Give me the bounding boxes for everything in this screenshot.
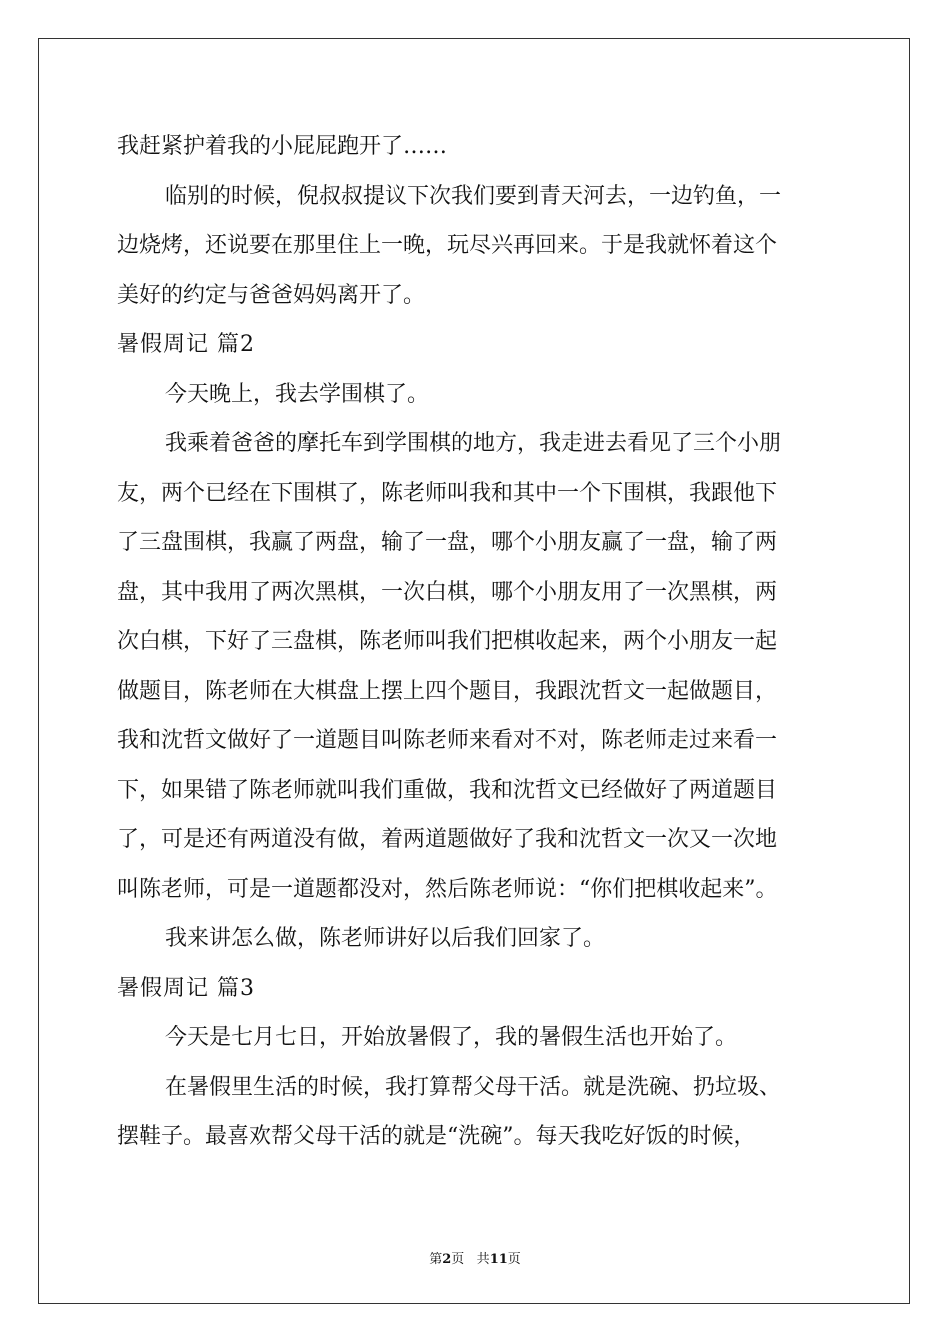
text-line: 友，两个已经在下围棋了，陈老师叫我和其中一个下围棋，我跟他下 (117, 480, 778, 506)
text-line: 做题目，陈老师在大棋盘上摆上四个题目，我跟沈哲文一起做题目， (117, 678, 778, 704)
text-line: 美好的约定与爸爸妈妈离开了。 (117, 282, 426, 308)
text-line: 了，可是还有两道没有做，着两道题做好了我和沈哲文一次又一次地 (117, 827, 778, 852)
page-footer (0, 1248, 950, 1267)
text-line: 我来讲怎么做，陈老师讲好以后我们回家了。 (165, 926, 606, 951)
text-line: 临别的时候，倪叔叔提议下次我们要到青天河去，一边钓鱼，一 (165, 183, 782, 209)
page-number: 2 (442, 1252, 452, 1267)
text-line: 盘，其中我用了两次黑棋，一次白棋，哪个小朋友用了一次黑棋，两 (117, 579, 778, 605)
section-heading: 暑假周记 篇2 (117, 332, 255, 357)
text-line: 我和沈哲文做好了一道题目叫陈老师来看对不对，陈老师走过来看一 (117, 728, 778, 753)
section-heading: 暑假周记 篇3 (117, 975, 255, 1001)
text-line: 次白棋，下好了三盘棋，陈老师叫我们把棋收起来，两个小朋友一起 (117, 629, 778, 654)
total-suffix: 页 (507, 1252, 521, 1267)
page-prefix: 第 (429, 1252, 443, 1267)
text-line: 边烧烤，还说要在那里住上一晚，玩尽兴再回来。于是我就怀着这个 (117, 233, 778, 258)
text-line: 摆鞋子。最喜欢帮父母干活的就是“洗碗”。每天我吃好饭的时候， (117, 1124, 756, 1149)
text-line: 叫陈老师，可是一道题都没对，然后陈老师说：“你们把棋收起来”。 (117, 876, 778, 902)
total-pages: 11 (489, 1252, 508, 1267)
text-line: 下，如果错了陈老师就叫我们重做，我和沈哲文已经做好了两道题目 (117, 777, 778, 803)
text-line: 我乘着爸爸的摩托车到学围棋的地方，我走进去看见了三个小朋 (165, 431, 782, 456)
text-line: 今天晚上，我去学围棋了。 (165, 381, 430, 407)
page-suffix: 页 (451, 1252, 465, 1267)
document-body (117, 122, 837, 1162)
text-line: 在暑假里生活的时候，我打算帮父母干活。就是洗碗、扔垃圾、 (165, 1074, 782, 1100)
text-line: 我赶紧护着我的小屁屁跑开了…… (117, 134, 448, 159)
text-line: 了三盘围棋，我赢了两盘，输了一盘，哪个小朋友赢了一盘，输了两 (117, 530, 778, 555)
text-line: 今天是七月七日，开始放暑假了，我的暑假生活也开始了。 (165, 1025, 738, 1050)
total-prefix: 共 (476, 1252, 490, 1267)
